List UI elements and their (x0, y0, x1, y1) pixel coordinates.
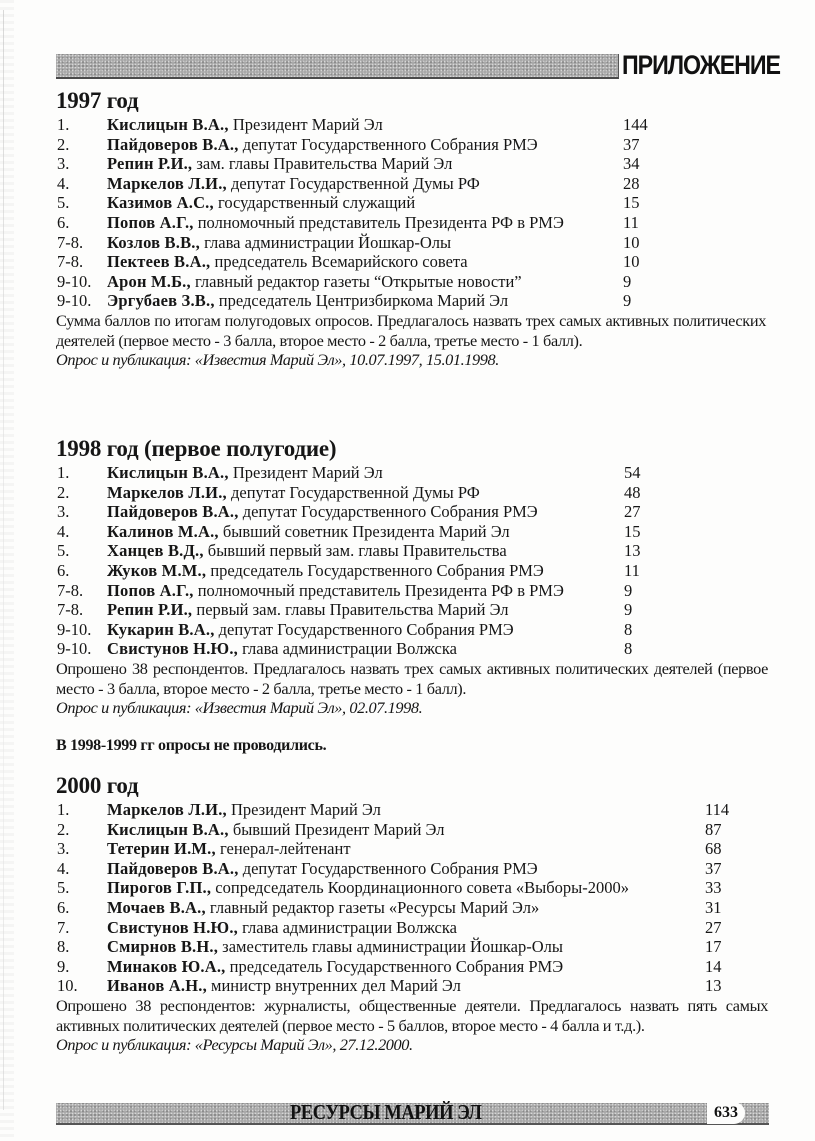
person-role: глава администрации Волжска (242, 917, 457, 937)
ranking-row: 3. Репин Р.И., зам. главы Правительства Марий Эл 34 (57, 154, 640, 174)
person-name: Пектеев В.А., (107, 252, 211, 272)
score: 8 (624, 639, 633, 659)
score: 9 (623, 291, 632, 311)
person-name: Пирогов Г.П., (107, 878, 212, 898)
section-1997 (56, 88, 766, 370)
person-role: главный редактор газеты «Ресурсы Марий Эл» (209, 897, 540, 917)
survey-note: Опрошено 38 респондентов. Предлагалось назвать трех самых активных политических деятелей (первое место - 3 балла, второе место - 2 балла, третье место - 1 балл). (56, 658, 768, 698)
score: 14 (705, 956, 722, 976)
ranking-row: 7-8. Пектеев В.А., председатель Всемарийского совета 10 (57, 252, 640, 272)
person-role: депутат Государственной Думы РФ (230, 173, 480, 193)
person-role: министр внутренних дел Марий Эл (211, 976, 461, 996)
ranking-row: 5. Пирогов Г.П., сопредседатель Координационного совета «Выборы-2000» 33 (57, 878, 722, 898)
person-role: Президент Марий Эл (230, 800, 381, 819)
person-role: Президент Марий Эл (232, 115, 383, 134)
person-role: председатель Центризбиркома Марий Эл (218, 291, 509, 311)
person-role: бывший советник Президента Марий Эл (222, 521, 510, 541)
person-name: Попов А.Г., (107, 212, 194, 232)
score: 27 (705, 917, 722, 937)
score: 114 (705, 800, 730, 819)
person-role: первый зам. главы Правительства Марий Эл (196, 600, 509, 620)
section-title: 1998 год (первое полугодие) (56, 436, 337, 461)
person-name: Тетерин И.М., (107, 839, 216, 859)
person-name: Ханцев В.Д., (107, 541, 204, 561)
person-role: бывший Президент Марий Эл (232, 819, 445, 839)
ranking-row: 4. Маркелов Л.И., депутат Государственной Думы РФ 28 (57, 173, 640, 193)
person-role: депутат Государственного Собрания РМЭ (242, 858, 538, 878)
ranking-list (56, 463, 768, 659)
publication-title: РЕСУРСЫ МАРИЙ ЭЛ (290, 1100, 482, 1124)
score: 11 (623, 212, 639, 232)
ranking-row: 2. Кислицын В.А., бывший Президент Марий Эл 87 (57, 819, 722, 839)
person-role: депутат Государственной Думы РФ (230, 482, 480, 502)
person-role: главный редактор газеты “Открытые новости” (194, 271, 522, 291)
ranking-row: 9-10. Кукарин В.А., депутат Государственного Собрания РМЭ 8 (57, 619, 633, 639)
person-role: заместитель главы администрации Йошкар-Олы (222, 937, 563, 957)
score: 37 (705, 858, 722, 878)
ranking-list (56, 115, 766, 311)
ranking-row: 7. Свистунов Н.Ю., глава администрации Волжска 27 (57, 917, 722, 937)
score: 13 (705, 976, 722, 996)
score: 13 (624, 541, 641, 561)
section-2000 (56, 773, 768, 1055)
ranking-row: 3. Тетерин И.М., генерал-лейтенант 68 (57, 839, 722, 859)
score: 9 (623, 271, 632, 291)
person-name: Репин Р.И., (107, 154, 193, 174)
person-role: депутат Государственного Собрания РМЭ (242, 502, 538, 522)
person-name: Попов А.Г., (107, 580, 194, 600)
score: 15 (623, 193, 640, 213)
survey-note: Опрошено 38 респондентов: журналисты, общественные деятели. Предлагалось назвать пять самых активных политических деятелей (первое место - 5 баллов, второе место - 4 балла и т.д.). (56, 995, 768, 1035)
ranking-row: 9. Минаков Ю.А., председатель Государственного Собрания РМЭ 14 (57, 956, 722, 976)
score: 144 (623, 115, 648, 134)
score: 9 (624, 580, 633, 600)
person-name: Маркелов Л.И., (107, 173, 227, 193)
survey-source: Опрос и публикация: «Ресурсы Марий Эл», 27.12.2000. (56, 1035, 413, 1055)
person-name: Пайдоверов В.А., (107, 134, 239, 154)
ranking-list (56, 800, 768, 996)
ranking-row: 5. Казимов А.С., государственный служащий 15 (57, 193, 640, 213)
ranking-row: 2. Маркелов Л.И., депутат Государственной Думы РФ 48 (57, 482, 641, 502)
person-role: Президент Марий Эл (232, 463, 383, 482)
person-role: депутат Государственного Собрания РМЭ (218, 619, 514, 639)
person-name: Кукарин В.А., (107, 619, 215, 639)
ranking-row: 9-10. Свистунов Н.Ю., глава администрации Волжска 8 (57, 639, 633, 659)
ranking-row: 1. Кислицын В.А., Президент Марий Эл 144 (57, 115, 648, 134)
section-title: 1997 год (56, 88, 139, 113)
person-role: глава администрации Йошкар-Олы (204, 232, 452, 252)
score: 17 (705, 937, 722, 957)
person-name: Кислицын В.А., (107, 819, 229, 839)
person-name: Маркелов Л.И., (107, 482, 227, 502)
person-role: бывший первый зам. главы Правительства (207, 541, 507, 561)
person-name: Мочаев В.А., (107, 897, 206, 917)
ranking-row: 10. Иванов А.Н., министр внутренних дел Марий Эл 13 (57, 976, 722, 996)
header-bar (56, 54, 619, 79)
score: 15 (624, 521, 641, 541)
scan-edge-line (3, 10, 4, 1110)
page-number: 633 (707, 1102, 745, 1124)
ranking-row: 7-8. Козлов В.В., глава администрации Йошкар-Олы 10 (57, 232, 640, 252)
ranking-row: 7-8. Попов А.Г., полномочный представитель Президента РФ в РМЭ 9 (57, 580, 633, 600)
person-name: Свистунов Н.Ю., (107, 639, 238, 659)
person-name: Репин Р.И., (107, 600, 193, 620)
score: 8 (624, 619, 633, 639)
ranking-row: 2. Пайдоверов В.А., депутат Государственного Собрания РМЭ 37 (57, 134, 640, 154)
score: 11 (624, 560, 640, 580)
section-title: 2000 год (56, 773, 139, 798)
ranking-row: 9-10. Эргубаев З.В., председатель Центризбиркома Марий Эл 9 (57, 291, 632, 311)
person-name: Минаков Ю.А., (107, 956, 226, 976)
ranking-row: 4. Пайдоверов В.А., депутат Государственного Собрания РМЭ 37 (57, 858, 722, 878)
ranking-row: 1. Маркелов Л.И., Президент Марий Эл 114 (57, 800, 730, 819)
ranking-row: 6. Мочаев В.А., главный редактор газеты «Ресурсы Марий Эл» 31 (57, 897, 722, 917)
person-role: генерал-лейтенант (219, 839, 351, 859)
score: 54 (624, 463, 641, 482)
ranking-row: 5. Ханцев В.Д., бывший первый зам. главы Правительства 13 (57, 541, 641, 561)
survey-source: Опрос и публикация: «Известия Марий Эл», 02.07.1998. (56, 698, 423, 718)
person-name: Кислицын В.А., (107, 463, 229, 482)
ranking-row: 6. Попов А.Г., полномочный представитель Президента РФ в РМЭ 11 (57, 212, 639, 232)
person-name: Жуков М.М., (107, 560, 207, 580)
score: 28 (623, 173, 640, 193)
person-name: Козлов В.В., (107, 232, 200, 252)
section-label: ПРИЛОЖЕНИЕ (622, 50, 781, 80)
person-name: Иванов А.Н., (107, 976, 207, 996)
ranking-row: 1. Кислицын В.А., Президент Марий Эл 54 (57, 463, 641, 482)
person-role: глава администрации Волжска (242, 639, 457, 659)
score: 33 (705, 878, 722, 898)
person-name: Кислицын В.А., (107, 115, 229, 134)
score: 68 (705, 839, 722, 859)
score: 9 (624, 600, 633, 620)
ranking-row: 9-10. Арон М.Б., главный редактор газеты “Открытые новости” 9 (57, 271, 632, 291)
ranking-row: 7-8. Репин Р.И., первый зам. главы Правительства Марий Эл 9 (57, 600, 633, 620)
person-name: Калинов М.А., (107, 521, 219, 541)
person-role: полномочный представитель Президента РФ в РМЭ (197, 580, 564, 600)
no-surveys-note: В 1998-1999 гг опросы не проводились. (56, 737, 327, 754)
person-name: Свистунов Н.Ю., (107, 917, 238, 937)
person-role: председатель Всемарийского совета (214, 252, 468, 272)
person-role: сопредседатель Координационного совета «Выборы-2000» (215, 878, 629, 898)
person-role: полномочный представитель Президента РФ в РМЭ (197, 212, 564, 232)
person-name: Маркелов Л.И., (107, 800, 227, 819)
section-1998 (56, 436, 768, 718)
score: 48 (624, 482, 641, 502)
person-role: депутат Государственного Собрания РМЭ (242, 134, 538, 154)
score: 87 (705, 819, 722, 839)
person-name: Казимов А.С., (107, 193, 214, 213)
ranking-row: 4. Калинов М.А., бывший советник Президента Марий Эл 15 (57, 521, 641, 541)
person-name: Арон М.Б., (107, 271, 191, 291)
person-name: Смирнов В.Н., (107, 937, 219, 957)
person-role: государственный служащий (217, 193, 416, 213)
score: 34 (623, 154, 640, 174)
survey-source: Опрос и публикация: «Известия Марий Эл», 10.07.1997, 15.01.1998. (56, 350, 499, 370)
ranking-row: 8. Смирнов В.Н., заместитель главы администрации Йошкар-Олы 17 (57, 937, 722, 957)
score: 37 (623, 134, 640, 154)
score: 31 (705, 897, 722, 917)
score: 10 (623, 232, 640, 252)
score: 27 (624, 502, 641, 522)
survey-note: Сумма баллов по итогам полугодовых опросов. Предлагалось назвать трех самых активных политических деятелей (первое место - 3 балла, второе место - 2 балла, третье место - 1 балл). (56, 310, 766, 350)
person-role: председатель Государственного Собрания РМЭ (210, 560, 544, 580)
score: 10 (623, 252, 640, 272)
ranking-row: 3. Пайдоверов В.А., депутат Государственного Собрания РМЭ 27 (57, 502, 641, 522)
person-role: зам. главы Правительства Марий Эл (196, 154, 453, 174)
person-name: Эргубаев З.В., (107, 291, 215, 311)
person-role: председатель Государственного Собрания РМЭ (229, 956, 564, 976)
person-name: Пайдоверов В.А., (107, 502, 239, 522)
person-name: Пайдоверов В.А., (107, 858, 239, 878)
ranking-row: 6. Жуков М.М., председатель Государственного Собрания РМЭ 11 (57, 560, 640, 580)
